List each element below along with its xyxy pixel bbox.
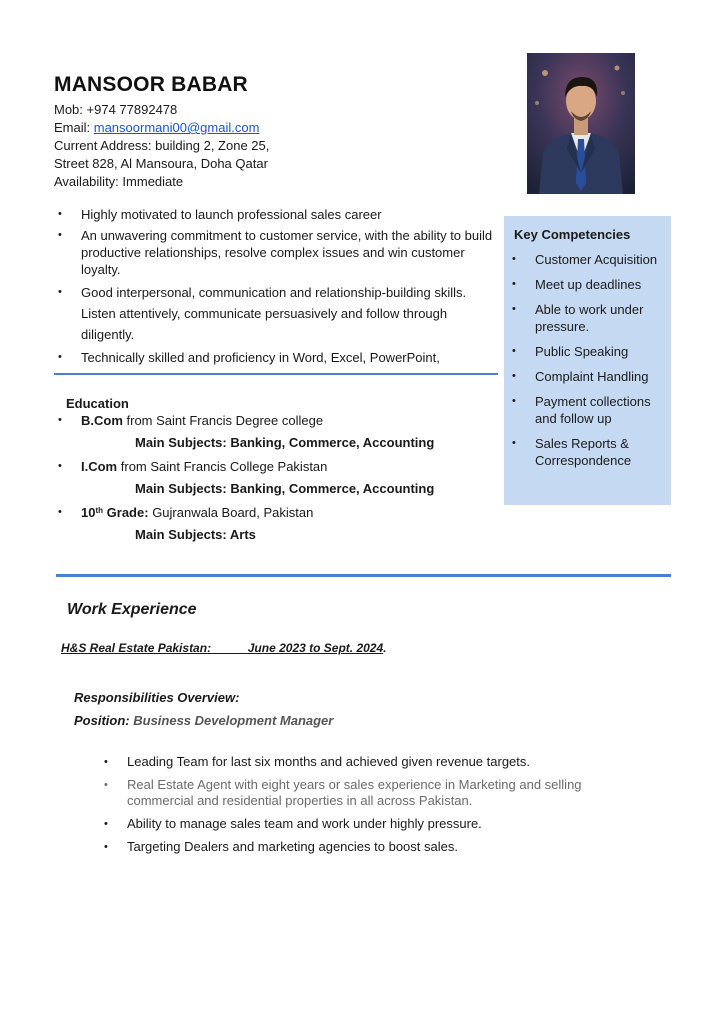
company-name: H&S Real Estate Pakistan: <box>61 641 212 655</box>
summary-item: • Good interpersonal, communication and relationship-building skills. Listen attentively, communicate persuasively and follow through diligently. <box>54 282 494 345</box>
education-entry <box>54 458 494 496</box>
responsibilities-label: Responsibilities Overview: <box>74 690 240 705</box>
work-experience-title: Work Experience <box>67 601 197 618</box>
duty-item: • Ability to manage sales team and work under highly pressure. <box>100 816 640 832</box>
profile-photo <box>527 53 635 194</box>
competency-list <box>508 251 668 477</box>
degree-subjects: Main Subjects: Arts <box>135 527 256 542</box>
competency-item: • Sales Reports & Correspondence <box>508 435 668 469</box>
degree-name: 10th Grade: <box>81 505 149 520</box>
job-period: June 2023 to Sept. 2024 <box>247 641 384 655</box>
key-competencies-panel <box>504 216 671 505</box>
degree-subjects: Main Subjects: Banking, Commerce, Accounting <box>135 481 435 496</box>
summary-item: • Highly motivated to launch professional sales career <box>54 206 494 223</box>
section-divider <box>56 574 671 577</box>
position-line: Position: Business Development Manager <box>74 713 334 728</box>
summary-item: • Technically skilled and proficiency in Word, Excel, PowerPoint, <box>54 349 494 366</box>
position-title: Business Development Manager <box>133 713 334 728</box>
mobile-line: Mob: +974 77892478 <box>54 102 178 117</box>
degree-detail: from Saint Francis College Pakistan <box>120 459 328 474</box>
duty-item: • Leading Team for last six months and achieved given revenue targets. <box>100 754 640 770</box>
education-entry <box>54 412 494 450</box>
key-competencies-title: Key Competencies <box>514 227 631 242</box>
section-divider <box>54 373 498 375</box>
degree-name: B.Com <box>81 413 123 428</box>
degree-detail: from Saint Francis Degree college <box>126 413 324 428</box>
mobile-number: +974 77892478 <box>86 102 178 117</box>
competency-item: • Able to work under pressure. <box>508 301 668 335</box>
education-list <box>54 412 494 550</box>
address-line-1: Current Address: building 2, Zone 25, <box>54 138 270 153</box>
competency-item: • Complaint Handling <box>508 368 668 385</box>
job-heading: H&S Real Estate Pakistan: June 2023 to Sept. 2024. <box>61 641 387 655</box>
email-line: Email: mansoormani00@gmail.com <box>54 120 260 135</box>
education-entry <box>54 504 494 542</box>
education-title: Education <box>66 396 129 411</box>
email-link[interactable]: mansoormani00@gmail.com <box>93 120 260 135</box>
degree-name: I.Com <box>81 459 118 474</box>
duties-list <box>100 754 640 862</box>
competency-item: • Customer Acquisition <box>508 251 668 268</box>
duty-item: • Real Estate Agent with eight years or sales experience in Marketing and selling commercial and residential properties in all across Pakistan. <box>100 777 640 809</box>
availability-line: Availability: Immediate <box>54 174 184 189</box>
competency-item: • Public Speaking <box>508 343 668 360</box>
competency-item: • Meet up deadlines <box>508 276 668 293</box>
contact-block <box>54 101 269 191</box>
candidate-name: MANSOOR BABAR <box>54 73 248 96</box>
degree-detail: Gujranwala Board, Pakistan <box>152 505 314 520</box>
competency-item: • Payment collections and follow up <box>508 393 668 427</box>
summary-item: • An unwavering commitment to customer service, with the ability to build productive relationships, resolve complex issues and win customer loyalty. <box>54 227 494 278</box>
degree-subjects: Main Subjects: Banking, Commerce, Accounting <box>135 435 435 450</box>
duty-item: • Targeting Dealers and marketing agencies to boost sales. <box>100 839 640 855</box>
summary-list <box>54 206 494 370</box>
address-line-2: Street 828, Al Mansoura, Doha Qatar <box>54 156 268 171</box>
